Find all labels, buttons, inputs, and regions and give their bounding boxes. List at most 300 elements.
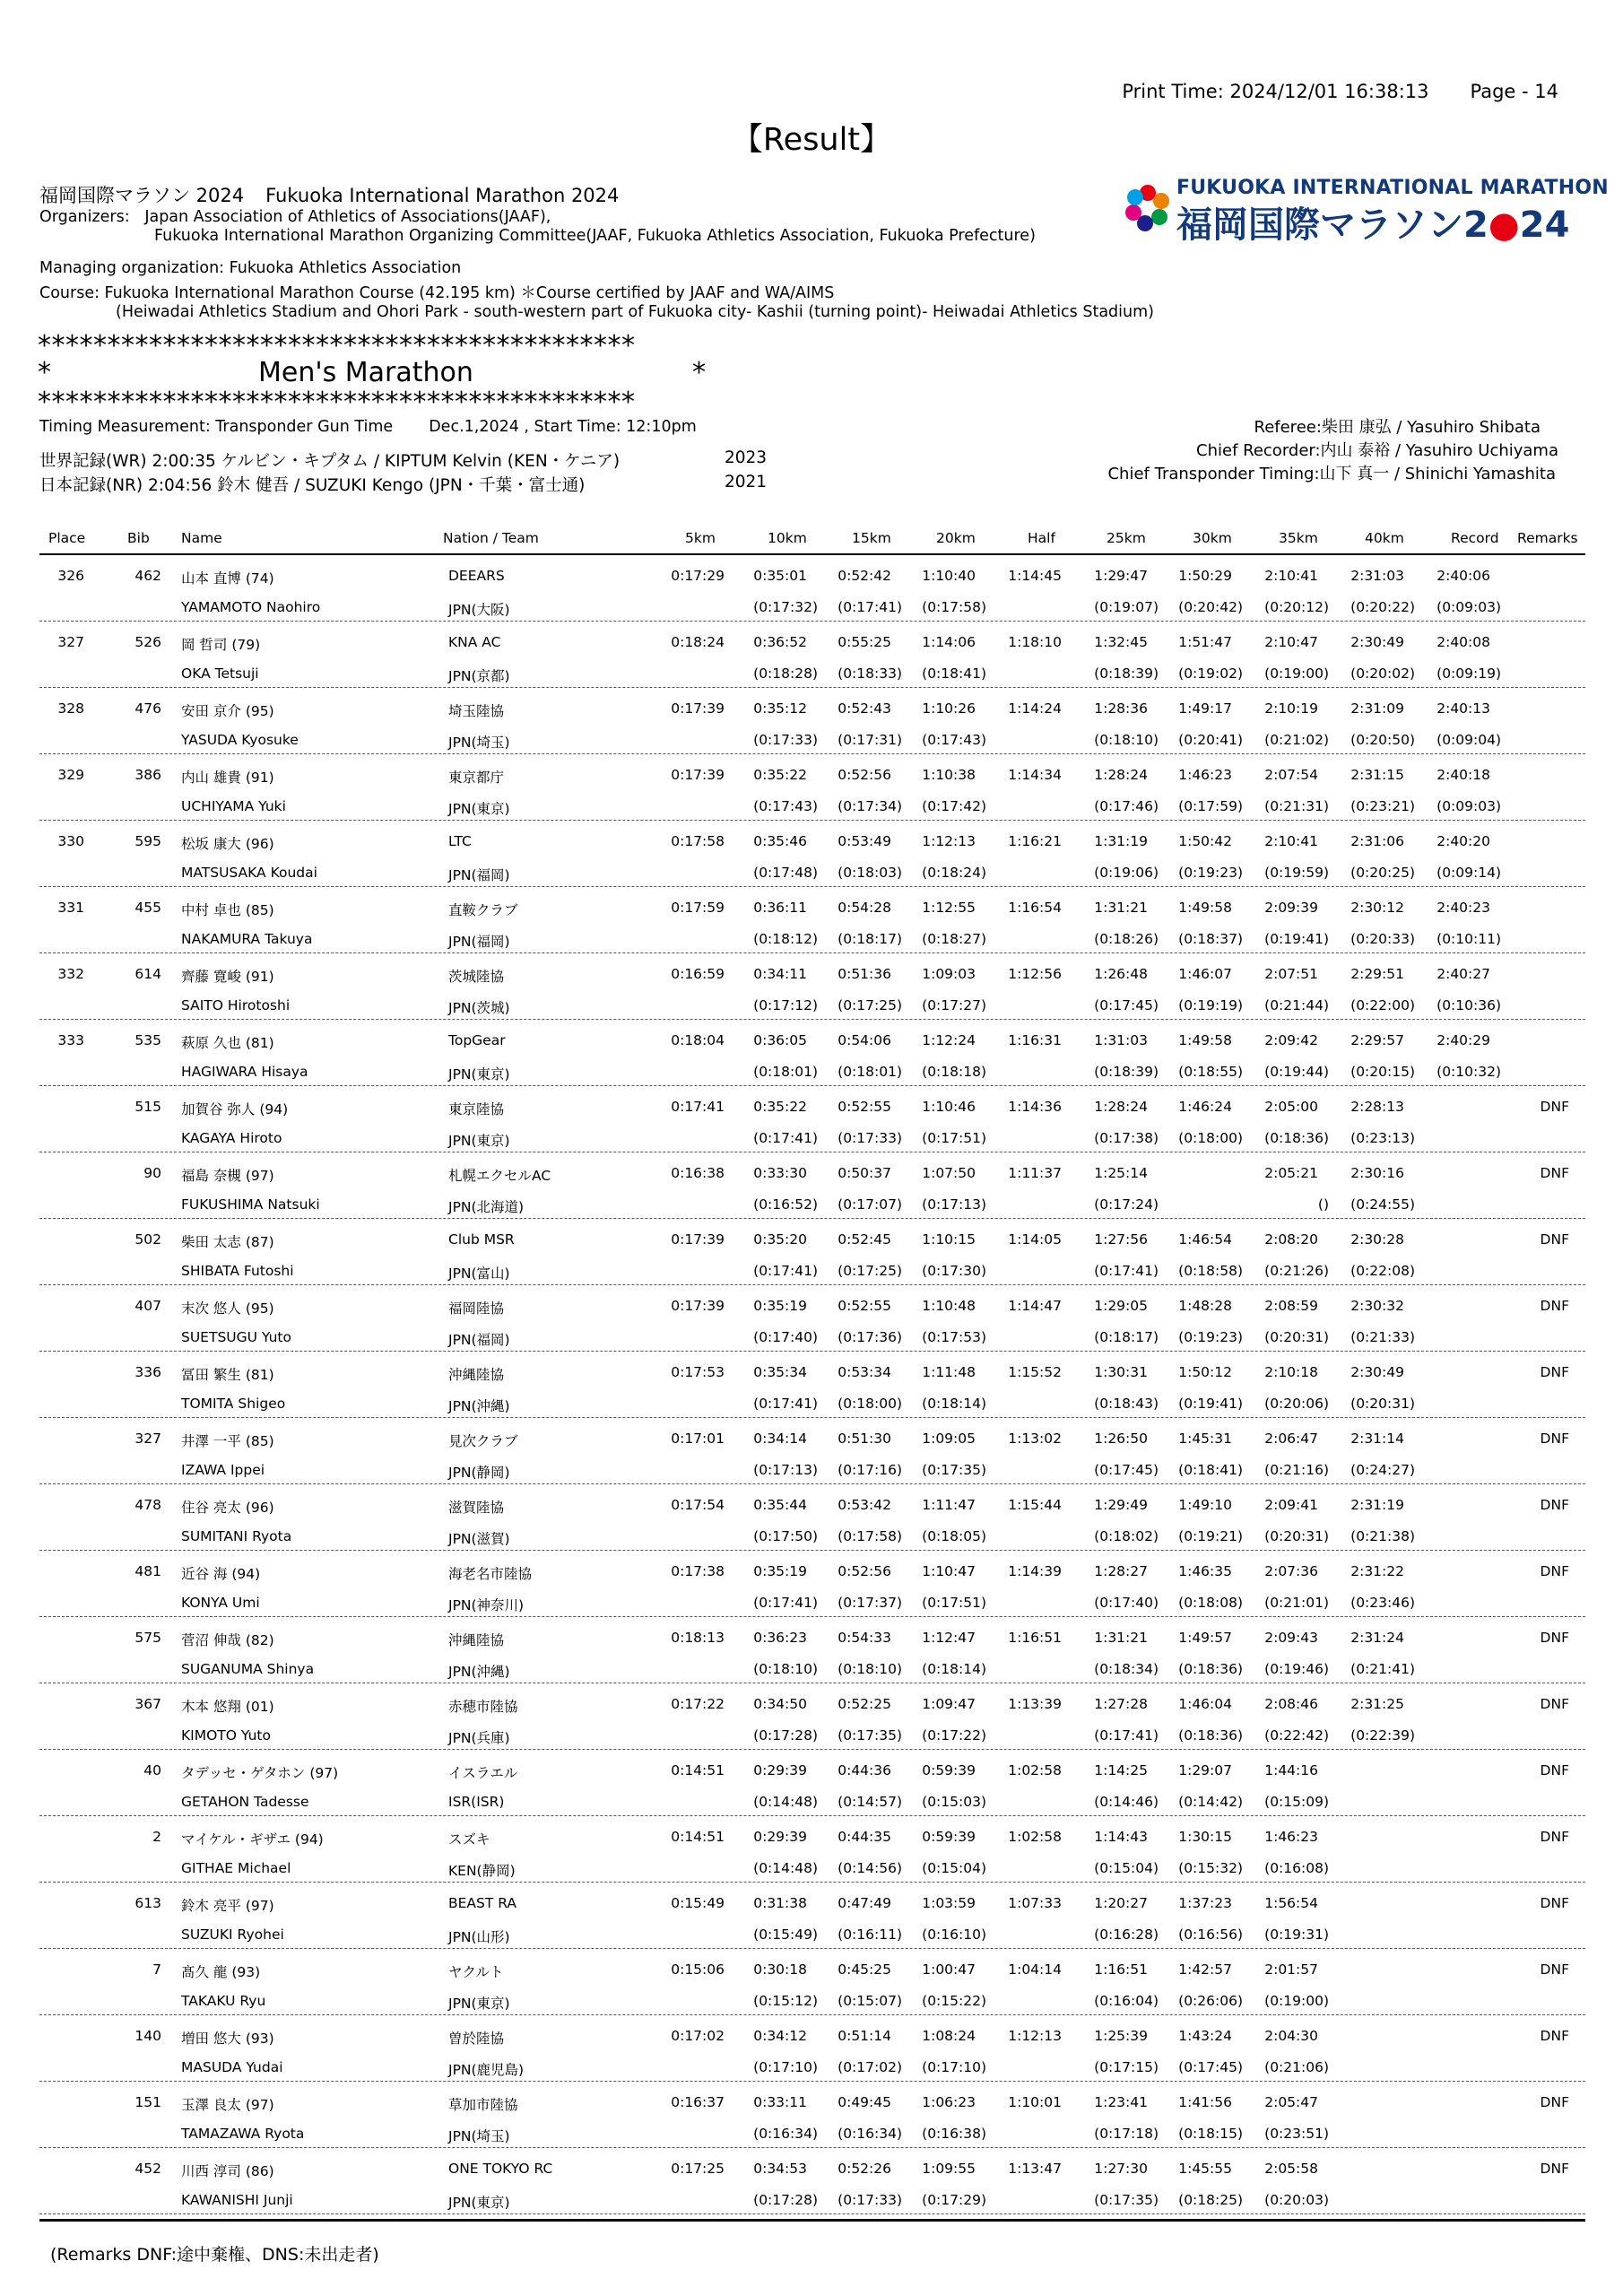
cell-k5: 0:14:51	[671, 1829, 725, 1845]
cell-s40: (0:20:33)	[1350, 931, 1415, 947]
cell-k5: 0:17:22	[671, 1696, 725, 1712]
cell-name-jp: 福島 奈槻 (97)	[181, 1168, 274, 1184]
table-row	[39, 754, 1585, 821]
cell-half: 1:04:14	[1008, 1961, 1062, 1978]
cell-team: 沖縄陸協	[448, 1367, 505, 1383]
remarks-legend: (Remarks DNF:途中棄権、DNS:未出走者)	[50, 2245, 379, 2265]
cell-s10: (0:15:12)	[753, 1993, 818, 2009]
cell-half: 1:14:34	[1008, 767, 1062, 783]
cell-half: 1:16:21	[1008, 833, 1062, 849]
cell-bib: 515	[135, 1099, 161, 1115]
cell-k5: 0:14:51	[671, 1762, 725, 1779]
table-row	[39, 1949, 1585, 2015]
world-record-text: 世界記録(WR) 2:00:35 ケルビン・キプタム / KIPTUM Kelvin (KEN・ケニア)	[39, 452, 621, 471]
cell-s10: (0:17:43)	[753, 798, 818, 814]
cell-k40: 2:28:13	[1350, 1099, 1404, 1115]
cell-k30: 1:45:55	[1178, 2161, 1232, 2177]
cell-name-en: SUETSUGU Yuto	[181, 1329, 291, 1345]
cell-k5: 0:17:54	[671, 1497, 725, 1513]
cell-s25: (0:15:04)	[1094, 1860, 1159, 1876]
cell-k35: 2:08:59	[1264, 1298, 1318, 1314]
cell-s15: (0:17:07)	[838, 1196, 902, 1213]
cell-k10: 0:36:05	[753, 1032, 807, 1048]
cell-s10: (0:17:41)	[753, 1595, 818, 1611]
national-record-text: 日本記録(NR) 2:04:56 鈴木 健吾 / SUZUKI Kengo (JPN・千葉・富士通)	[39, 476, 586, 495]
cell-name-jp: 玉澤 良太 (97)	[181, 2097, 274, 2113]
cell-name-jp: 近谷 海 (94)	[181, 1566, 261, 1582]
cell-s15: (0:18:33)	[838, 665, 902, 682]
cell-s40: (0:23:46)	[1350, 1595, 1415, 1611]
cell-s15: (0:16:34)	[838, 2126, 902, 2142]
cell-name-en: MASUDA Yudai	[181, 2059, 283, 2075]
cell-half: 1:10:01	[1008, 2094, 1062, 2110]
cell-k5: 0:17:38	[671, 1563, 725, 1579]
managing-organization: Managing organization: Fukuoka Athletics Association	[39, 259, 462, 277]
cell-srec: (0:09:03)	[1436, 599, 1501, 615]
cell-half: 1:14:39	[1008, 1563, 1062, 1579]
table-row	[39, 953, 1585, 1020]
cell-k20: 1:10:26	[922, 700, 976, 717]
cell-k5: 0:17:25	[671, 2161, 725, 2177]
cell-k15: 0:55:25	[838, 634, 891, 650]
cell-place: 333	[57, 1032, 84, 1048]
cell-s15: (0:17:35)	[838, 1727, 902, 1744]
table-row	[39, 821, 1585, 887]
cell-k10: 0:35:19	[753, 1563, 807, 1579]
result-title: 【Result】	[731, 122, 892, 158]
cell-k25: 1:27:28	[1094, 1696, 1148, 1712]
cell-bib: 452	[135, 2161, 161, 2177]
cell-remarks: DNF	[1540, 1696, 1569, 1712]
cell-k40: 2:30:49	[1350, 634, 1404, 650]
cell-name-en: YASUDA Kyosuke	[181, 732, 299, 748]
cell-s35: (0:23:51)	[1264, 2126, 1329, 2142]
cell-k35: 1:46:23	[1264, 1829, 1318, 1845]
cell-k10: 0:29:39	[753, 1762, 807, 1779]
cell-k20: 0:59:39	[922, 1829, 976, 1845]
cell-name-en: NAKAMURA Takuya	[181, 931, 313, 947]
cell-s20: (0:15:22)	[922, 1993, 986, 2009]
cell-k10: 0:35:19	[753, 1298, 807, 1314]
cell-s20: (0:17:22)	[922, 1727, 986, 1744]
referee: Referee:柴田 康弘 / Yasuhiro Shibata	[1254, 418, 1541, 437]
cell-k15: 0:54:06	[838, 1032, 891, 1048]
cell-s30: (0:18:55)	[1178, 1064, 1243, 1080]
cell-k5: 0:17:39	[671, 767, 725, 783]
cell-k10: 0:35:12	[753, 700, 807, 717]
cell-k5: 0:18:13	[671, 1630, 725, 1646]
cell-s40: (0:24:55)	[1350, 1196, 1415, 1213]
cell-k35: 2:07:36	[1264, 1563, 1318, 1579]
cell-k20: 1:10:48	[922, 1298, 976, 1314]
cell-s30: (0:17:59)	[1178, 798, 1243, 814]
cell-s35: (0:15:09)	[1264, 1794, 1329, 1810]
cell-s40: (0:20:31)	[1350, 1396, 1415, 1412]
cell-k40: 2:30:49	[1350, 1364, 1404, 1380]
cell-k35: 2:01:57	[1264, 1961, 1318, 1978]
cell-k10: 0:34:14	[753, 1431, 807, 1447]
cell-team: Club MSR	[448, 1231, 515, 1248]
cell-remarks: DNF	[1540, 1961, 1569, 1978]
cell-k30: 1:49:10	[1178, 1497, 1232, 1513]
cell-srec: (0:09:04)	[1436, 732, 1501, 748]
organizers-line2: Fukuoka International Marathon Organizing Committee(JAAF, Fukuoka Athletics Association, Fukuoka Prefecture)	[154, 227, 1036, 245]
cell-s35: (0:18:36)	[1264, 1130, 1329, 1146]
cell-s15: (0:17:37)	[838, 1595, 902, 1611]
cell-k10: 0:35:22	[753, 767, 807, 783]
cell-s20: (0:17:58)	[922, 599, 986, 615]
table-row	[39, 2082, 1585, 2148]
cell-s35: ()	[1317, 1196, 1329, 1213]
cell-bib: 481	[135, 1563, 161, 1579]
cell-k20: 1:12:24	[922, 1032, 976, 1048]
cell-k10: 0:36:52	[753, 634, 807, 650]
world-record	[39, 448, 768, 472]
cell-half: 1:14:36	[1008, 1099, 1062, 1115]
cell-record: 2:40:23	[1436, 900, 1490, 916]
table-row	[39, 622, 1585, 688]
cell-k30: 1:46:54	[1178, 1231, 1232, 1248]
cell-s20: (0:18:05)	[922, 1528, 986, 1544]
cell-k30: 1:49:57	[1178, 1630, 1232, 1646]
cell-nation: ISR(ISR)	[448, 1794, 505, 1810]
cell-k15: 0:52:45	[838, 1231, 891, 1248]
cell-s20: (0:17:42)	[922, 798, 986, 814]
cell-s40: (0:20:02)	[1350, 665, 1415, 682]
cell-s20: (0:18:41)	[922, 665, 986, 682]
cell-k30: 1:43:24	[1178, 2028, 1232, 2044]
cell-remarks: DNF	[1540, 1165, 1569, 1181]
cell-srec: (0:09:19)	[1436, 665, 1501, 682]
cell-bib: 407	[135, 1298, 161, 1314]
cell-team: 札幌エクセルAC	[448, 1168, 551, 1184]
cell-k30: 1:46:24	[1178, 1099, 1232, 1115]
print-header	[1122, 81, 1558, 102]
cell-s10: (0:17:40)	[753, 1329, 818, 1345]
cell-k35: 2:05:58	[1264, 2161, 1318, 2177]
cell-k40: 2:31:09	[1350, 700, 1404, 717]
logo-jp-text: 福岡国際マラソン	[1176, 204, 1463, 246]
cell-nation: KEN(静岡)	[448, 1863, 516, 1879]
cell-k10: 0:35:34	[753, 1364, 807, 1380]
cell-s35: (0:19:00)	[1264, 1993, 1329, 2009]
bottom-rule	[39, 2219, 1585, 2222]
cell-k25: 1:31:03	[1094, 1032, 1148, 1048]
cell-s35: (0:16:08)	[1264, 1860, 1329, 1876]
cell-place: 332	[57, 966, 84, 982]
cell-half: 1:16:31	[1008, 1032, 1062, 1048]
cell-s30: (0:16:56)	[1178, 1926, 1243, 1943]
cell-s30: (0:19:23)	[1178, 865, 1243, 881]
results-table-body	[39, 555, 1585, 2214]
cell-k30: 1:46:04	[1178, 1696, 1232, 1712]
cell-nation: JPN(北海道)	[448, 1199, 525, 1215]
cell-k25: 1:29:49	[1094, 1497, 1148, 1513]
cell-s30: (0:18:15)	[1178, 2126, 1243, 2142]
cell-name-en: TAMAZAWA Ryota	[181, 2126, 305, 2142]
cell-s30: (0:19:41)	[1178, 1396, 1243, 1412]
cell-s10: (0:14:48)	[753, 1794, 818, 1810]
cell-place: 326	[57, 568, 84, 584]
cell-name-jp: 髙久 龍 (93)	[181, 1964, 261, 1980]
cell-s15: (0:17:58)	[838, 1528, 902, 1544]
organizers	[39, 208, 1036, 246]
cell-s20: (0:18:14)	[922, 1396, 986, 1412]
cell-k30: 1:30:15	[1178, 1829, 1232, 1845]
cell-k25: 1:28:36	[1094, 700, 1148, 717]
cell-name-en: SHIBATA Futoshi	[181, 1263, 294, 1279]
cell-name-jp: 山本 直博 (74)	[181, 570, 274, 587]
cell-name-en: KIMOTO Yuto	[181, 1727, 271, 1744]
cell-s10: (0:14:48)	[753, 1860, 818, 1876]
event-title-jp: 福岡国際マラソン 2024	[39, 185, 245, 206]
cell-s35: (0:20:06)	[1264, 1396, 1329, 1412]
cell-name-en: MATSUSAKA Koudai	[181, 865, 317, 881]
cell-remarks: DNF	[1540, 1298, 1569, 1314]
cell-remarks: DNF	[1540, 1099, 1569, 1115]
course-line1: Course: Fukuoka International Marathon Course (42.195 km) ＊Course certified by JAAF and WA/AIMS	[39, 284, 835, 302]
cell-k20: 1:10:38	[922, 767, 976, 783]
cell-team: 茨城陸協	[448, 969, 505, 985]
cell-s20: (0:15:03)	[922, 1794, 986, 1810]
banner-star-right: *	[692, 357, 706, 388]
cell-half: 1:11:37	[1008, 1165, 1062, 1181]
cell-half: 1:14:45	[1008, 568, 1062, 584]
cell-name-jp: 安田 京介 (95)	[181, 703, 274, 719]
cell-s35: (0:21:44)	[1264, 997, 1329, 1013]
cell-k40: 2:31:24	[1350, 1630, 1404, 1646]
table-row	[39, 1219, 1585, 1285]
cell-k30: 1:42:57	[1178, 1961, 1232, 1978]
cell-k25: 1:28:27	[1094, 1563, 1148, 1579]
cell-remarks: DNF	[1540, 1497, 1569, 1513]
course	[39, 284, 1154, 322]
cell-s20: (0:17:27)	[922, 997, 986, 1013]
cell-name-jp: 岡 哲司 (79)	[181, 637, 261, 653]
cell-k20: 1:06:23	[922, 2094, 976, 2110]
cell-k20: 1:11:47	[922, 1497, 976, 1513]
cell-s35: (0:21:02)	[1264, 732, 1329, 748]
cell-s35: (0:20:03)	[1264, 2192, 1329, 2208]
cell-team: 沖縄陸協	[448, 1632, 505, 1648]
cell-k15: 0:49:45	[838, 2094, 891, 2110]
cell-s35: (0:19:00)	[1264, 665, 1329, 682]
cell-bib: 140	[135, 2028, 161, 2044]
cell-s20: (0:15:04)	[922, 1860, 986, 1876]
cell-remarks: DNF	[1540, 1895, 1569, 1911]
cell-k25: 1:28:24	[1094, 767, 1148, 783]
cell-k25: 1:14:43	[1094, 1829, 1148, 1845]
cell-k30: 1:49:58	[1178, 900, 1232, 916]
cell-k30: 1:50:29	[1178, 568, 1232, 584]
cell-s25: (0:18:39)	[1094, 1064, 1159, 1080]
table-row	[39, 688, 1585, 754]
cell-bib: 40	[143, 1762, 161, 1779]
col-record: Record	[1451, 530, 1499, 546]
cell-record: 2:40:20	[1436, 833, 1490, 849]
cell-s40: (0:22:00)	[1350, 997, 1415, 1013]
cell-name-jp: 増田 悠大 (93)	[181, 2031, 274, 2047]
cell-record: 2:40:18	[1436, 767, 1490, 783]
cell-half: 1:14:24	[1008, 700, 1062, 717]
cell-bib: 327	[135, 1431, 161, 1447]
cell-s25: (0:18:43)	[1094, 1396, 1159, 1412]
cell-k10: 0:34:12	[753, 2028, 807, 2044]
cell-name-jp: 末次 悠人 (95)	[181, 1300, 274, 1317]
cell-team: 滋賀陸協	[448, 1500, 505, 1516]
cell-k20: 1:11:48	[922, 1364, 976, 1380]
cell-bib: 386	[135, 767, 161, 783]
cell-s30: (0:18:08)	[1178, 1595, 1243, 1611]
logo-red-dot-icon: ●	[1488, 204, 1520, 246]
cell-s40: (0:23:13)	[1350, 1130, 1415, 1146]
cell-s25: (0:17:45)	[1094, 1462, 1159, 1478]
cell-s35: (0:20:31)	[1264, 1329, 1329, 1345]
table-row	[39, 1352, 1585, 1418]
cell-k15: 0:50:37	[838, 1165, 891, 1181]
cell-s30: (0:19:02)	[1178, 665, 1243, 682]
cell-s10: (0:17:41)	[753, 1396, 818, 1412]
event-banner	[38, 357, 706, 388]
cell-k25: 1:14:25	[1094, 1762, 1148, 1779]
cell-k5: 0:17:02	[671, 2028, 725, 2044]
cell-k5: 0:17:39	[671, 1298, 725, 1314]
cell-k5: 0:17:41	[671, 1099, 725, 1115]
cell-k10: 0:35:44	[753, 1497, 807, 1513]
logo-text-jp	[1176, 196, 1569, 248]
cell-k25: 1:26:48	[1094, 966, 1148, 982]
cell-bib: 462	[135, 568, 161, 584]
cell-nation: JPN(富山)	[448, 1265, 510, 1282]
cell-k10: 0:36:23	[753, 1630, 807, 1646]
cell-half: 1:14:47	[1008, 1298, 1062, 1314]
cell-half: 1:02:58	[1008, 1829, 1062, 1845]
event-name: Men's Marathon	[258, 357, 473, 388]
cell-team: DEEARS	[448, 568, 505, 584]
cell-s20: (0:17:43)	[922, 732, 986, 748]
cell-k40: 2:31:19	[1350, 1497, 1404, 1513]
cell-s30: (0:20:41)	[1178, 732, 1243, 748]
cell-s10: (0:17:50)	[753, 1528, 818, 1544]
cell-k40: 2:29:57	[1350, 1032, 1404, 1048]
cell-s40: (0:20:22)	[1350, 599, 1415, 615]
cell-team: KNA AC	[448, 634, 501, 650]
cell-k15: 0:44:35	[838, 1829, 891, 1845]
table-row	[39, 1551, 1585, 1617]
cell-s15: (0:15:07)	[838, 1993, 902, 2009]
cell-remarks: DNF	[1540, 1231, 1569, 1248]
cell-s35: (0:19:44)	[1264, 1064, 1329, 1080]
cell-team: LTC	[448, 833, 472, 849]
cell-name-en: GETAHON Tadesse	[181, 1794, 309, 1810]
cell-remarks: DNF	[1540, 1364, 1569, 1380]
marathon-logo	[1121, 177, 1609, 246]
cell-team: BEAST RA	[448, 1895, 517, 1911]
cell-name-jp: 木本 悠翔 (01)	[181, 1699, 274, 1715]
col-25km: 25km	[1107, 530, 1146, 546]
cell-s10: (0:17:28)	[753, 1727, 818, 1744]
cell-name-jp: 中村 卓也 (85)	[181, 902, 274, 918]
cell-s25: (0:17:15)	[1094, 2059, 1159, 2075]
cell-half: 1:18:10	[1008, 634, 1062, 650]
cell-team: 草加市陸協	[448, 2097, 518, 2113]
cell-k40: 2:31:03	[1350, 568, 1404, 584]
cell-s35: (0:21:31)	[1264, 798, 1329, 814]
cell-bib: 595	[135, 833, 161, 849]
cell-k40: 2:31:06	[1350, 833, 1404, 849]
cell-k40: 2:30:32	[1350, 1298, 1404, 1314]
cell-k15: 0:47:49	[838, 1895, 891, 1911]
cell-k5: 0:17:53	[671, 1364, 725, 1380]
cell-s20: (0:17:35)	[922, 1462, 986, 1478]
cell-k15: 0:52:26	[838, 2161, 891, 2177]
cell-k15: 0:52:43	[838, 700, 891, 717]
cell-name-jp: 鈴木 亮平 (97)	[181, 1898, 274, 1914]
cell-s35: (0:21:16)	[1264, 1462, 1329, 1478]
cell-team: 東京都庁	[448, 770, 505, 786]
cell-nation: JPN(静岡)	[448, 1465, 510, 1481]
cell-k25: 1:20:27	[1094, 1895, 1148, 1911]
table-row	[39, 555, 1585, 622]
col-remarks: Remarks	[1517, 530, 1578, 546]
cell-srec: (0:09:03)	[1436, 798, 1501, 814]
cell-s20: (0:17:53)	[922, 1329, 986, 1345]
cell-s25: (0:17:18)	[1094, 2126, 1159, 2142]
cell-nation: JPN(兵庫)	[448, 1730, 510, 1746]
cell-remarks: DNF	[1540, 2028, 1569, 2044]
table-row	[39, 1750, 1585, 1816]
cell-k10: 0:34:50	[753, 1696, 807, 1712]
cell-name-jp: 加賀谷 弥人 (94)	[181, 1101, 289, 1118]
cell-s35: (0:19:46)	[1264, 1661, 1329, 1677]
cell-s25: (0:17:45)	[1094, 997, 1159, 1013]
cell-k40: 2:30:28	[1350, 1231, 1404, 1248]
table-row	[39, 1086, 1585, 1152]
cell-s15: (0:17:02)	[838, 2059, 902, 2075]
cell-k20: 1:10:47	[922, 1563, 976, 1579]
cell-s15: (0:14:57)	[838, 1794, 902, 1810]
cell-name-en: FUKUSHIMA Natsuki	[181, 1196, 320, 1213]
cell-record: 2:40:06	[1436, 568, 1490, 584]
national-record	[39, 473, 768, 496]
cell-name-jp: 柴田 太志 (87)	[181, 1234, 274, 1250]
cell-nation: JPN(沖縄)	[448, 1398, 510, 1414]
banner-star-left: *	[38, 357, 51, 388]
cell-s15: (0:17:33)	[838, 1130, 902, 1146]
organizers-line1: Japan Association of Athletics of Associations(JAAF),	[144, 208, 551, 226]
cell-name-en: SUMITANI Ryota	[181, 1528, 292, 1544]
cell-s10: (0:18:12)	[753, 931, 818, 947]
cell-s25: (0:16:04)	[1094, 1993, 1159, 2009]
cell-s10: (0:18:28)	[753, 665, 818, 682]
cell-k30: 1:49:17	[1178, 700, 1232, 717]
cell-s30: (0:18:41)	[1178, 1462, 1243, 1478]
table-row	[39, 1683, 1585, 1750]
cell-s15: (0:17:33)	[838, 2192, 902, 2208]
cell-s30: (0:17:45)	[1178, 2059, 1243, 2075]
cell-s10: (0:17:33)	[753, 732, 818, 748]
cell-s10: (0:16:34)	[753, 2126, 818, 2142]
table-row	[39, 1816, 1585, 1883]
cell-s10: (0:17:12)	[753, 997, 818, 1013]
cell-k25: 1:23:41	[1094, 2094, 1148, 2110]
cell-nation: JPN(茨城)	[448, 1000, 510, 1016]
cell-k5: 0:16:37	[671, 2094, 725, 2110]
cell-half: 1:13:47	[1008, 2161, 1062, 2177]
cell-s15: (0:17:25)	[838, 1263, 902, 1279]
logo-flower-icon	[1121, 180, 1175, 234]
cell-half: 1:16:51	[1008, 1630, 1062, 1646]
